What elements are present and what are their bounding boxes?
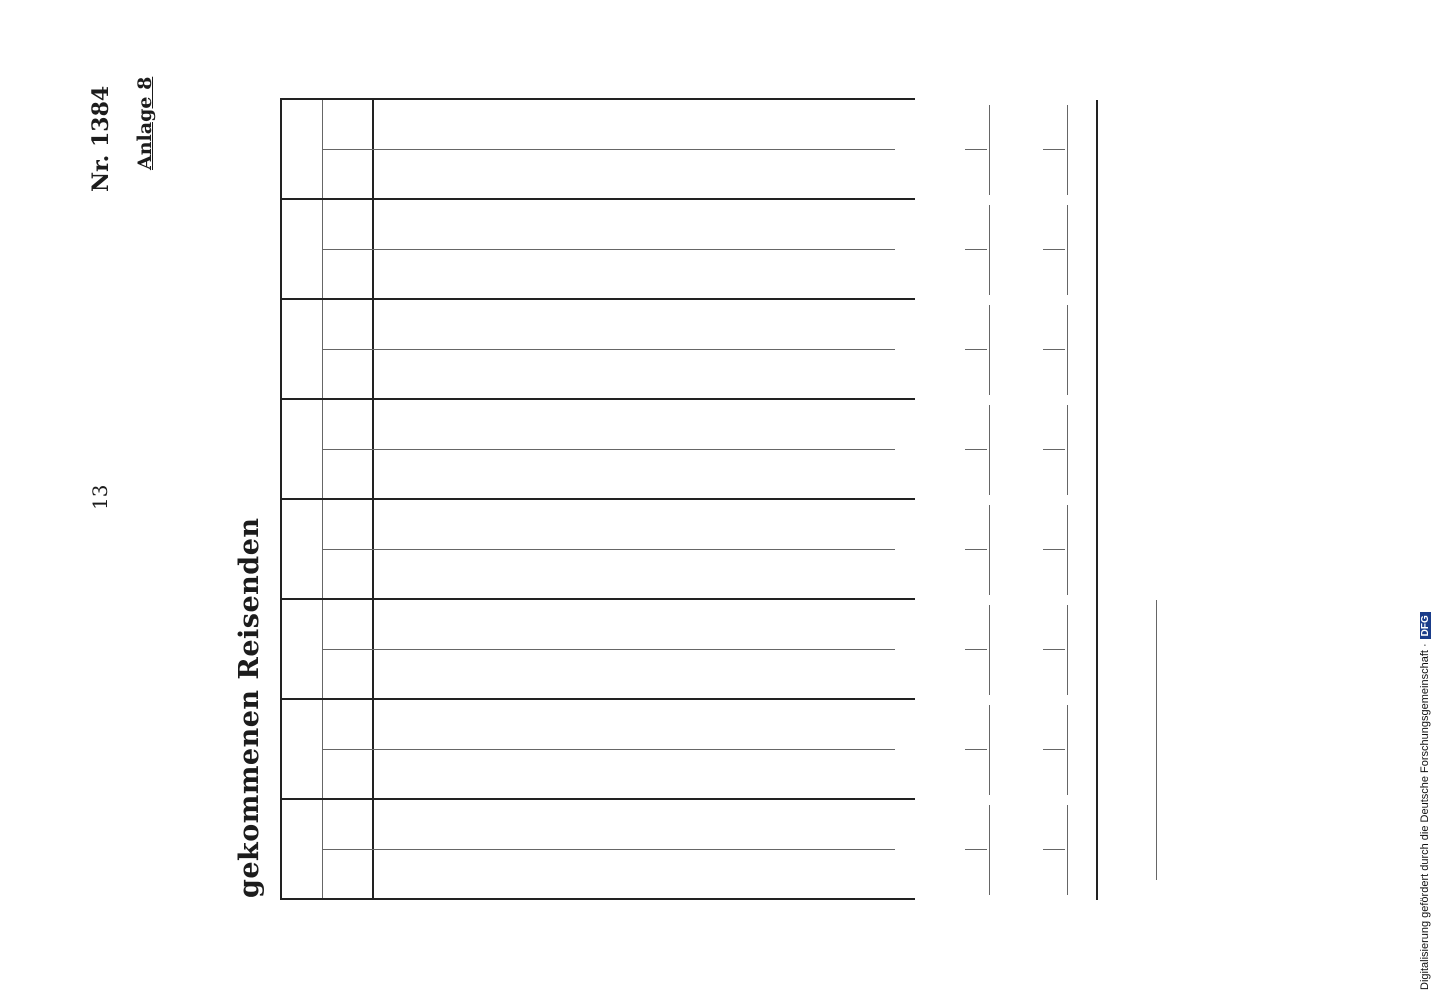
subcolumn-separator: [322, 549, 895, 550]
total-divider: [1043, 449, 1065, 450]
dfg-logo: DFG: [1420, 612, 1431, 639]
year-separator-header: [280, 98, 372, 100]
total-divider: [1043, 849, 1065, 850]
year-separator-header: [280, 398, 372, 400]
total-underline: [989, 105, 990, 195]
total-underline: [1067, 305, 1068, 395]
total-underline: [1067, 205, 1068, 295]
year-separator-header: [280, 798, 372, 800]
total-divider: [1043, 349, 1065, 350]
credit-text: Digitalisierung gefördert durch die Deutsche Forschungsgemeinschaft ·: [1419, 643, 1431, 990]
total-divider: [965, 649, 987, 650]
total-underline: [1067, 705, 1068, 795]
total-underline: [1067, 105, 1068, 195]
subcolumn-separator: [322, 849, 895, 850]
year-separator-header: [280, 298, 372, 300]
total-underline: [989, 405, 990, 495]
total-divider: [1043, 249, 1065, 250]
year-separator: [372, 298, 915, 300]
year-separator: [372, 198, 915, 200]
page-title: gekommenen Reisenden: [234, 517, 265, 898]
total-divider: [1043, 549, 1065, 550]
year-separator-header: [280, 698, 372, 700]
total-divider: [965, 349, 987, 350]
subheader-rule: [322, 100, 323, 900]
total-underline: [989, 505, 990, 595]
subcolumn-separator: [322, 349, 895, 350]
total-underline: [1067, 805, 1068, 895]
subcolumn-separator: [322, 249, 895, 250]
header-bottom-rule: [372, 100, 374, 900]
total-divider: [965, 849, 987, 850]
year-separator-header: [280, 898, 372, 900]
year-separator-header: [280, 598, 372, 600]
subcolumn-separator: [322, 149, 895, 150]
subcolumn-separator: [322, 649, 895, 650]
total-underline: [989, 805, 990, 895]
year-separator: [372, 698, 915, 700]
total-underline: [1067, 505, 1068, 595]
appendix-label: Anlage 8: [134, 76, 156, 170]
total-divider: [1043, 149, 1065, 150]
subcolumn-separator: [322, 449, 895, 450]
page-number: 13: [88, 484, 112, 510]
total-divider: [965, 249, 987, 250]
year-separator: [372, 798, 915, 800]
year-separator: [372, 898, 915, 900]
total-underline: [989, 205, 990, 295]
year-separator-header: [280, 498, 372, 500]
year-separator: [372, 598, 915, 600]
document-number: Nr. 1384: [88, 85, 114, 192]
year-separator: [372, 398, 915, 400]
total-divider: [965, 149, 987, 150]
total-divider: [965, 549, 987, 550]
year-separator: [372, 498, 915, 500]
year-separator-header: [280, 198, 372, 200]
total-divider: [1043, 649, 1065, 650]
subcolumn-separator: [322, 749, 895, 750]
total-underline: [989, 305, 990, 395]
total-underline: [989, 705, 990, 795]
total-underline: [1067, 405, 1068, 495]
table-top-rule: [280, 100, 282, 900]
table-bottom-rule: [1096, 100, 1098, 900]
stray-rule: [1156, 600, 1157, 880]
total-underline: [989, 605, 990, 695]
total-divider: [965, 449, 987, 450]
total-divider: [1043, 749, 1065, 750]
total-underline: [1067, 605, 1068, 695]
year-separator: [372, 98, 915, 100]
total-divider: [965, 749, 987, 750]
digitization-credit: [1419, 612, 1431, 990]
